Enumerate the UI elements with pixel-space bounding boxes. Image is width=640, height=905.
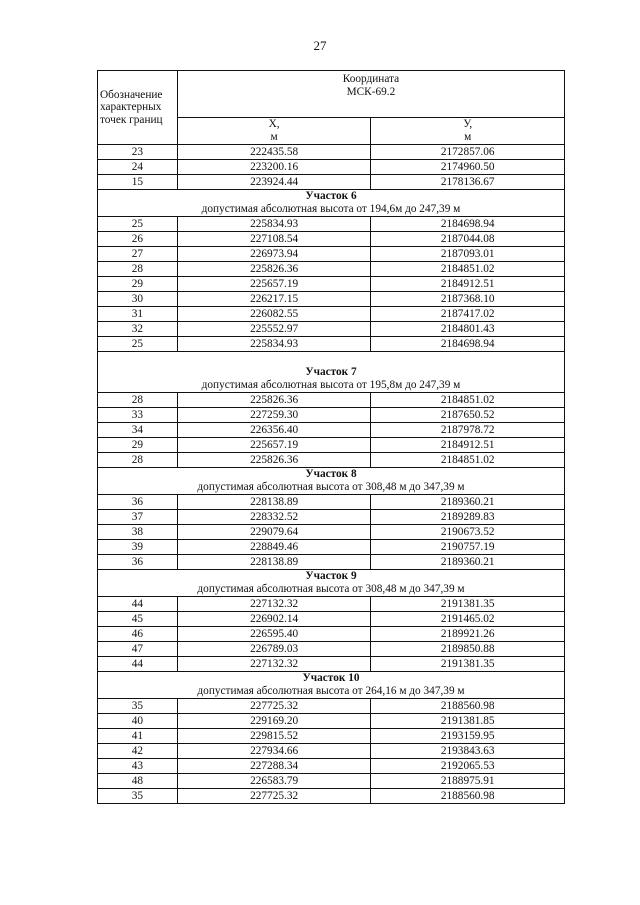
y-cell: 2193843.63 — [371, 744, 565, 759]
y-cell: 2188560.98 — [371, 699, 565, 714]
table-row — [98, 423, 565, 438]
table-row — [98, 612, 565, 627]
y-cell: 2191465.02 — [371, 612, 565, 627]
x-cell: 228138.89 — [177, 555, 371, 570]
point-cell: 25 — [98, 217, 178, 232]
section-subtitle: допустимая абсолютная высота от 264,16 м до 347,39 м — [197, 685, 465, 697]
section-header-row — [98, 672, 565, 699]
table-row — [98, 337, 565, 352]
coordinates-table — [97, 70, 565, 804]
point-cell: 25 — [98, 337, 178, 352]
table-row — [98, 744, 565, 759]
y-cell: 2192065.53 — [371, 759, 565, 774]
x-cell: 227725.32 — [177, 789, 371, 804]
x-cell: 228332.52 — [177, 510, 371, 525]
point-cell: 28 — [98, 453, 178, 468]
y-cell: 2187093.01 — [371, 247, 565, 262]
x-cell: 227259.30 — [177, 408, 371, 423]
x-unit: м — [270, 131, 278, 143]
y-cell: 2187368.10 — [371, 292, 565, 307]
table-row — [98, 759, 565, 774]
x-cell: 225834.93 — [177, 337, 371, 352]
point-cell: 27 — [98, 247, 178, 262]
x-cell: 229079.64 — [177, 525, 371, 540]
section-header-row — [98, 468, 565, 495]
y-header — [371, 118, 565, 145]
x-label: X, — [268, 118, 280, 131]
x-cell: 228138.89 — [177, 495, 371, 510]
y-cell: 2187978.72 — [371, 423, 565, 438]
y-label: У, — [463, 118, 473, 131]
coordinate-label: Координата — [342, 73, 400, 85]
x-cell: 226217.15 — [177, 292, 371, 307]
table-row — [98, 438, 565, 453]
x-cell: 228849.46 — [177, 540, 371, 555]
table-row — [98, 714, 565, 729]
points-header — [98, 71, 178, 145]
y-unit: м — [464, 131, 472, 143]
x-cell: 225826.36 — [177, 393, 371, 408]
point-cell: 42 — [98, 744, 178, 759]
y-cell: 2184912.51 — [371, 438, 565, 453]
x-cell: 225834.93 — [177, 217, 371, 232]
point-cell: 44 — [98, 657, 178, 672]
x-header — [177, 118, 371, 145]
section-header — [98, 468, 565, 495]
table-row — [98, 729, 565, 744]
table-row — [98, 393, 565, 408]
point-cell: 26 — [98, 232, 178, 247]
section-header — [98, 190, 565, 217]
y-cell: 2188975.91 — [371, 774, 565, 789]
x-cell: 226973.94 — [177, 247, 371, 262]
table-row — [98, 555, 565, 570]
point-cell: 38 — [98, 525, 178, 540]
table-row — [98, 408, 565, 423]
point-cell: 23 — [98, 145, 178, 160]
header-row — [98, 71, 565, 118]
point-cell: 28 — [98, 393, 178, 408]
x-cell: 229815.52 — [177, 729, 371, 744]
y-cell: 2184851.02 — [371, 393, 565, 408]
y-cell: 2191381.35 — [371, 597, 565, 612]
points-header-line: характерных — [100, 101, 162, 114]
point-cell: 15 — [98, 175, 178, 190]
y-cell: 2187650.52 — [371, 408, 565, 423]
y-cell: 2189921.26 — [371, 627, 565, 642]
point-cell: 44 — [98, 597, 178, 612]
x-cell: 222435.58 — [177, 145, 371, 160]
coordinate-system-label: МСК-69.2 — [346, 85, 396, 98]
table-row — [98, 247, 565, 262]
y-cell: 2184801.43 — [371, 322, 565, 337]
x-cell: 227725.32 — [177, 699, 371, 714]
y-cell: 2189360.21 — [371, 555, 565, 570]
x-cell: 226595.40 — [177, 627, 371, 642]
y-cell: 2174960.50 — [371, 160, 565, 175]
x-cell: 225657.19 — [177, 277, 371, 292]
section-header-row — [98, 352, 565, 393]
table-row — [98, 262, 565, 277]
y-cell: 2193159.95 — [371, 729, 565, 744]
table-row — [98, 160, 565, 175]
point-cell: 45 — [98, 612, 178, 627]
point-cell: 34 — [98, 423, 178, 438]
section-header — [98, 352, 565, 393]
y-cell: 2184912.51 — [371, 277, 565, 292]
x-cell: 225826.36 — [177, 453, 371, 468]
section-title: Участок 10 — [302, 672, 360, 684]
section-title: Участок 7 — [305, 366, 357, 378]
point-cell: 43 — [98, 759, 178, 774]
y-cell: 2189360.21 — [371, 495, 565, 510]
table-row — [98, 145, 565, 160]
point-cell: 35 — [98, 699, 178, 714]
x-cell: 223924.44 — [177, 175, 371, 190]
y-cell: 2184851.02 — [371, 262, 565, 277]
point-cell: 40 — [98, 714, 178, 729]
section-title: Участок 9 — [305, 570, 357, 582]
y-cell: 2191381.35 — [371, 657, 565, 672]
x-cell: 226789.03 — [177, 642, 371, 657]
point-cell: 29 — [98, 438, 178, 453]
table-row — [98, 453, 565, 468]
x-cell: 226356.40 — [177, 423, 371, 438]
y-cell: 2172857.06 — [371, 145, 565, 160]
point-cell: 33 — [98, 408, 178, 423]
section-title: Участок 8 — [305, 468, 357, 480]
table-row — [98, 597, 565, 612]
table-row — [98, 510, 565, 525]
point-cell: 31 — [98, 307, 178, 322]
table-row — [98, 322, 565, 337]
y-cell: 2184698.94 — [371, 337, 565, 352]
x-cell: 227132.32 — [177, 657, 371, 672]
x-cell: 227132.32 — [177, 597, 371, 612]
point-cell: 46 — [98, 627, 178, 642]
table-row — [98, 699, 565, 714]
point-cell: 47 — [98, 642, 178, 657]
section-header — [98, 570, 565, 597]
section-subtitle: допустимая абсолютная высота от 194,6м до 247,39 м — [201, 203, 461, 215]
section-title: Участок 6 — [305, 190, 357, 202]
point-cell: 37 — [98, 510, 178, 525]
y-cell: 2184698.94 — [371, 217, 565, 232]
point-cell: 32 — [98, 322, 178, 337]
point-cell: 24 — [98, 160, 178, 175]
x-cell: 225552.97 — [177, 322, 371, 337]
table-row — [98, 627, 565, 642]
x-cell: 227288.34 — [177, 759, 371, 774]
x-cell: 227108.54 — [177, 232, 371, 247]
table-row — [98, 642, 565, 657]
point-cell: 48 — [98, 774, 178, 789]
table-row — [98, 277, 565, 292]
section-subtitle: допустимая абсолютная высота от 308,48 м до 347,39 м — [197, 481, 465, 493]
point-cell: 30 — [98, 292, 178, 307]
point-cell: 39 — [98, 540, 178, 555]
y-cell: 2188560.98 — [371, 789, 565, 804]
table-row — [98, 789, 565, 804]
section-subtitle: допустимая абсолютная высота от 195,8м до 247,39 м — [201, 379, 461, 391]
table-row — [98, 175, 565, 190]
section-header — [98, 672, 565, 699]
y-cell: 2189289.83 — [371, 510, 565, 525]
x-cell: 226902.14 — [177, 612, 371, 627]
table-row — [98, 232, 565, 247]
y-cell: 2178136.67 — [371, 175, 565, 190]
section-header-row — [98, 570, 565, 597]
point-cell: 35 — [98, 789, 178, 804]
table-row — [98, 495, 565, 510]
x-cell: 225826.36 — [177, 262, 371, 277]
section-subtitle: допустимая абсолютная высота от 308,48 м до 347,39 м — [197, 583, 465, 595]
points-header-line: точек границ — [100, 113, 163, 126]
x-cell: 226082.55 — [177, 307, 371, 322]
coordinate-header — [177, 71, 564, 118]
x-cell: 225657.19 — [177, 438, 371, 453]
x-cell: 227934.66 — [177, 744, 371, 759]
table-row — [98, 774, 565, 789]
y-cell: 2190673.52 — [371, 525, 565, 540]
point-cell: 29 — [98, 277, 178, 292]
point-cell: 41 — [98, 729, 178, 744]
table-row — [98, 540, 565, 555]
point-cell: 28 — [98, 262, 178, 277]
y-cell: 2189850.88 — [371, 642, 565, 657]
table-row — [98, 525, 565, 540]
y-cell: 2187417.02 — [371, 307, 565, 322]
table-row — [98, 217, 565, 232]
page-number: 27 — [313, 38, 327, 53]
x-cell: 226583.79 — [177, 774, 371, 789]
table-row — [98, 657, 565, 672]
table-row — [98, 307, 565, 322]
y-cell: 2190757.19 — [371, 540, 565, 555]
coordinates-table-body — [98, 71, 565, 804]
section-header-row — [98, 190, 565, 217]
points-header-line: Обозначение — [100, 88, 163, 101]
point-cell: 36 — [98, 495, 178, 510]
point-cell: 36 — [98, 555, 178, 570]
y-cell: 2187044.08 — [371, 232, 565, 247]
y-cell: 2191381.85 — [371, 714, 565, 729]
x-cell: 223200.16 — [177, 160, 371, 175]
x-cell: 229169.20 — [177, 714, 371, 729]
table-row — [98, 292, 565, 307]
y-cell: 2184851.02 — [371, 453, 565, 468]
